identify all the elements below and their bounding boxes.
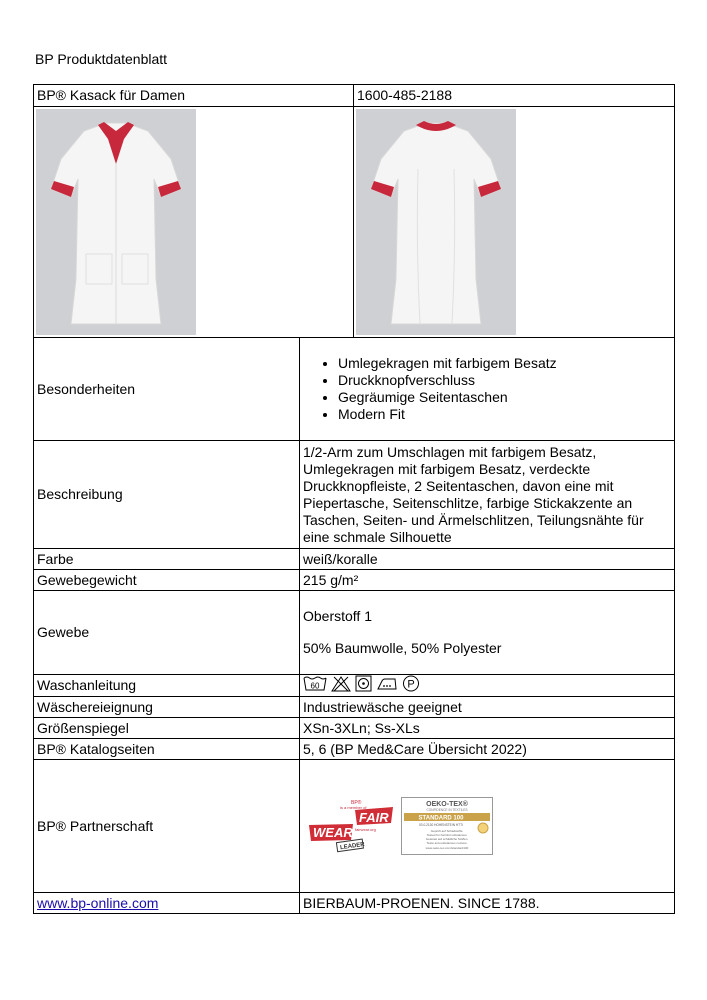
fabric-cell [300,591,675,675]
no-bleach-icon [331,675,351,692]
color-label: Farbe [34,549,300,570]
website-link[interactable]: www.bp-online.com [37,894,159,911]
sizes-label: Größenspiegel [34,718,300,739]
fw-leader: LEADER [339,841,366,852]
description-line: Druckknopfleiste, 2 Seitentaschen, davon eine mit [303,477,614,494]
description-line: Taschen, Seiten- und Ärmelschlitzen, Teilungsnähte für [303,511,644,528]
fw-fair: FAIR [359,810,389,825]
fw-url: fairwear.org [355,827,376,832]
footer-slogan: BIERBAUM-PROENEN. SINCE 1788. [300,893,675,914]
footer-link-cell [34,893,300,914]
description-label: Beschreibung [34,441,300,549]
jacket-front-photo [36,109,196,335]
wash-temp: 60 [310,681,320,691]
description-line: Piepertasche, Seitenschlitze, farbige Stickakzente an [303,494,633,511]
professional-clean-p-icon [402,675,420,692]
weight-value: 215 g/m² [300,570,675,591]
oeko-l4: Testé anti-substances nocives. [426,841,468,845]
iron-icon [376,675,398,692]
list-item: • Druckknopfverschluss [338,372,671,389]
list-item: • Modern Fit [338,406,671,423]
list-item: • Gegräumige Seitentaschen [338,389,671,406]
weight-label: Gewebegewicht [34,570,300,591]
oeko-tagline: CONFIDENCE IN TEXTILES [426,808,468,812]
front-image-cell [34,107,354,338]
product-name: BP® Kasack für Damen [34,85,354,107]
oeko-site: www.oeko-tex.com/standard100 [425,846,469,850]
features-cell [300,338,675,441]
tumble-dry-icon [355,675,372,692]
description-cell [300,441,675,549]
oeko-standard: STANDARD 100 [418,815,464,822]
sizes-value: XSn-3XLn; Ss-XLs [300,718,675,739]
oeko-tex-standard-100-logo [401,797,493,855]
fw-wear: WEAR [313,825,353,840]
care-label: Waschanleitung [34,675,300,697]
wash-60-icon [303,675,327,692]
catalog-value: 5, 6 (BP Med&Care Übersicht 2022) [300,739,675,760]
description-line: 1/2-Arm zum Umschlagen mit farbigem Besatz, [303,443,597,460]
care-symbols [303,675,420,692]
oeko-cert: 03.0.2130 HOHENSTEIN HTTI [419,823,463,827]
fw-prefix: BP® [351,800,362,806]
fabric-material: Oberstoff 1 [303,608,373,624]
partnership-label: BP® Partnerschaft [34,760,300,893]
oeko-l3: Getestet auf schädliche Stoffen. [425,837,469,841]
dryclean-letter: P [407,678,415,691]
laundry-label: Wäschereieignung [34,697,300,718]
catalog-label: BP® Katalogseiten [34,739,300,760]
fabric-composition: 50% Baumwolle, 50% Polyester [303,640,502,656]
product-datasheet-table [33,84,675,914]
fair-wear-leader-logo [307,798,393,854]
fabric-label: Gewebe [34,591,300,675]
description-line: Umlegekragen mit farbigem Besatz, verdeckte [303,460,591,477]
jacket-back-photo [356,109,516,335]
product-number: 1600-485-2188 [354,85,675,107]
oeko-l2: Tested for harmful substances. [426,833,468,837]
partnership-cell [300,760,675,893]
list-item: • Umlegekragen mit farbigem Besatz [338,355,671,372]
color-value: weiß/koralle [300,549,675,570]
back-image-cell [354,107,675,338]
fw-member: is a member of [340,805,367,810]
oeko-l1: Geprüft auf Schadstoffe. [430,829,464,833]
care-cell [300,675,675,697]
laundry-value: Industriewäsche geeignet [300,697,675,718]
description-line: eine schmale Silhouette [303,528,452,545]
features-list [303,355,671,423]
features-label: Besonderheiten [34,338,300,441]
oeko-brand: OEKO-TEX® [426,801,468,808]
document-title: BP Produktdatenblatt [35,51,168,67]
